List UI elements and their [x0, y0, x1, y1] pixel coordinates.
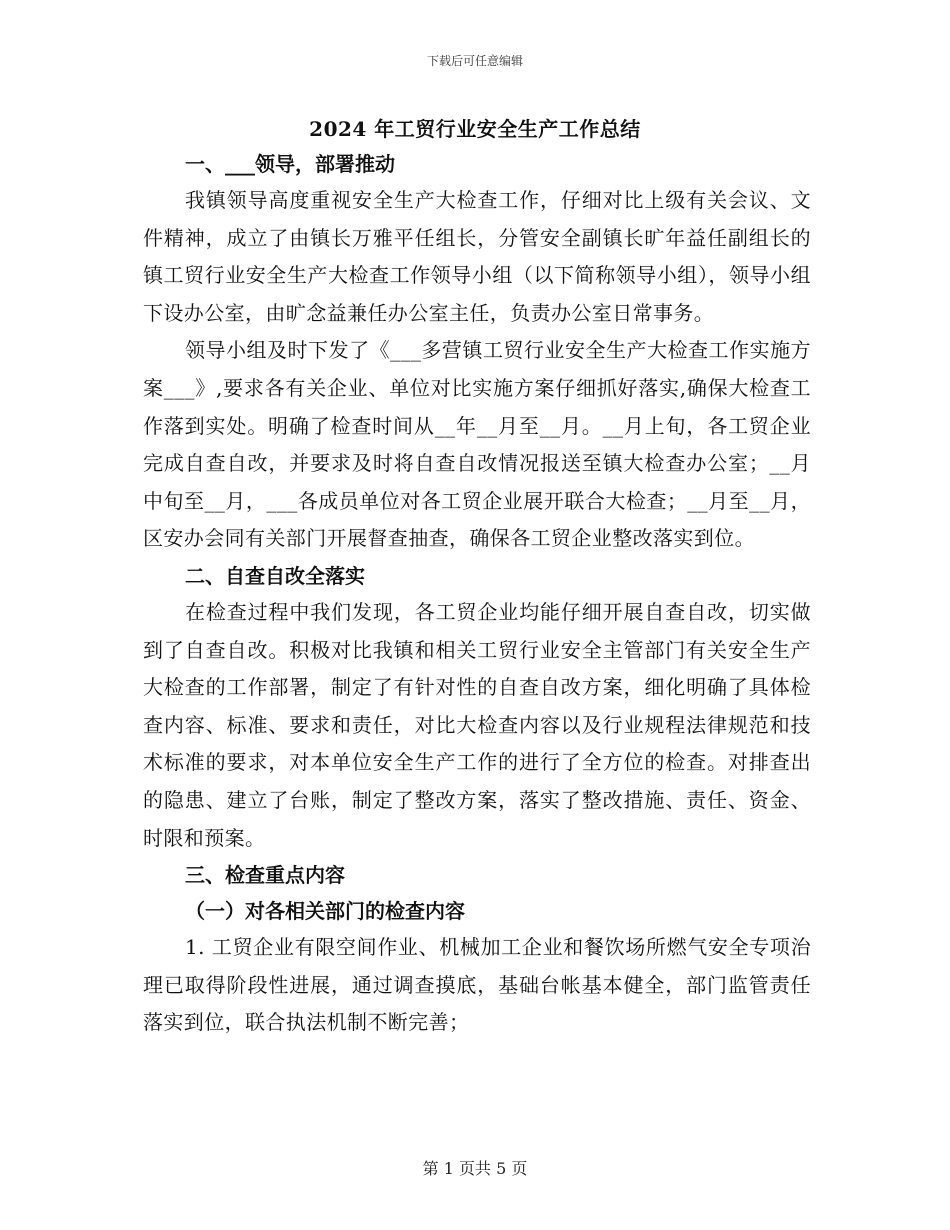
section-2-paragraph-1: 在检查过程中我们发现，各工贸企业均能仔细开展自查自改，切实做到了自查自改。积极对比我镇和相关工贸行业安全主管部门有关安全生产大检查的工作部署，制定了有针对性的自查自改方案，细化明确了具体检查内容、标准、要求和责任，对比大检查内容以及行业规程法律规范和技术标准的要求，对本单位安全生产工作的进行了全方位的检查。对排查出的隐患、建立了台账，制定了整改方案，落实了整改措施、责任、资金、时限和预案。 [143, 599, 811, 850]
section-3-paragraph-1: 1. 工贸企业有限空间作业、机械加工企业和餐饮场所燃气安全专项治理已取得阶段性进展，通过调查摸底，基础台帐基本健全，部门监管责任落实到位，联合执法机制不断完善； [143, 935, 811, 1035]
section-3-subheading: （一）对各相关部门的检查内容 [185, 899, 465, 924]
document-body [143, 146, 811, 1042]
section-3-heading: 三、检查重点内容 [185, 863, 345, 888]
section-1-paragraph-1: 我镇领导高度重视安全生产大检查工作，仔细对比上级有关会议、文件精神，成立了由镇长万雅平任组长，分管安全副镇长旷年益任副组长的镇工贸行业安全生产大检查工作领导小组（以下简称领导小组），领导小组下设办公室，由旷念益兼任办公室主任，负责办公室日常事务。 [143, 188, 811, 325]
page-footer: 第 1 页共 5 页 [422, 1159, 528, 1178]
section-1-heading: 一、___领导，部署推动 [185, 152, 395, 176]
page-header-note: 下载后可任意编辑 [426, 54, 523, 68]
section-2-heading: 二、自查自改全落实 [185, 563, 365, 588]
section-1-paragraph-2: 领导小组及时下发了《___多营镇工贸行业安全生产大检查工作实施方案___》,要求各有关企业、单位对比实施方案仔细抓好落实,确保大检查工作落到实处。明确了检查时间从__年__月至__月。__月上旬，各工贸企业完成自查自改，并要求及时将自查自改情况报送至镇大检查办公室；__月中旬至__月，___各成员单位对各工贸企业展开联合大检查；__月至__月，区安办会同有关部门开展督查抽查，确保各工贸企业整改落实到位。 [143, 338, 811, 551]
document-title: 2024 年工贸行业安全生产工作总结 [309, 117, 641, 141]
